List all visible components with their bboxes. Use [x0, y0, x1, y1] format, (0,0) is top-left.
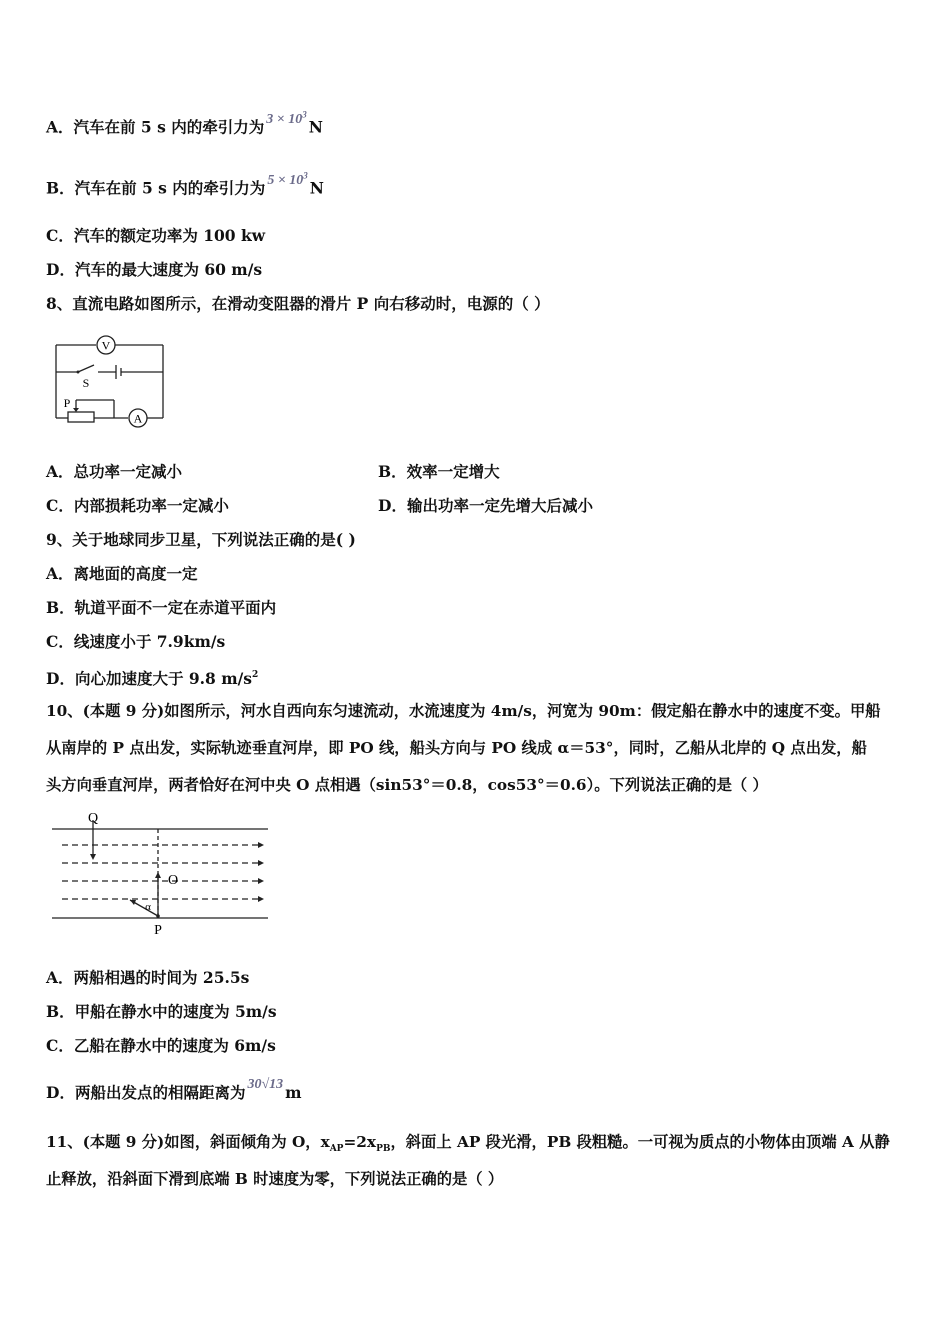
q7-option-a-formula: $3 \times 10^3$: [266, 109, 307, 127]
q8-stem: 8、直流电路如图所示，在滑动变阻器的滑片 P 向右移动时，电源的（ ）: [46, 294, 550, 313]
q10-option-d-formula: 30√13: [247, 1077, 284, 1092]
q9-option-c: C．线速度小于 7.9km/s: [46, 632, 226, 651]
q10-stem-line-3: 头方向垂直河岸，两者恰好在河中央 O 点相遇（sin53°＝0.8，cos53°＝0.6）。下列说法正确的是（ ）: [46, 776, 768, 794]
q8-option-b: B．效率一定增大: [378, 462, 500, 481]
q9-option-a: A．离地面的高度一定: [46, 564, 198, 583]
ammeter-label: A: [133, 411, 143, 426]
q9-option-d: D．向心加速度大于 9.8 $m/s^2$: [46, 669, 259, 689]
q8-option-c: C．内部损耗功率一定减小: [46, 496, 229, 515]
point-p-label: P: [154, 923, 162, 938]
q7-option-d: D．汽车的最大速度为 60 m/s: [46, 260, 263, 279]
point-o-label: O: [167, 873, 179, 888]
q7-option-b: B．汽车在前 5 s 内的牵引力为 $5 \times 10^3N$: [46, 170, 324, 198]
angle-alpha-label: α: [145, 901, 151, 913]
water-flow-lines: [62, 845, 258, 899]
q11-stem-line-1: 11、(本题 9 分)如图，斜面倾角为 O，$x_{AP}=2x_{PB}$，斜面上 AP 段光滑，PB 段粗糙。一可视为质点的小物体由顶端 A 从静: [46, 1133, 890, 1155]
q8-option-a: A．总功率一定减小: [46, 462, 183, 481]
q10-river-diagram: [48, 810, 273, 938]
q8-option-d: D．输出功率一定先增大后减小: [378, 496, 593, 515]
q10-option-c: C．乙船在静水中的速度为 6m/s: [46, 1036, 276, 1055]
p-boat-track-arrow-icon: [155, 872, 161, 878]
q10-option-b: B．甲船在静水中的速度为 5m/s: [46, 1002, 277, 1021]
point-q-label: Q: [87, 811, 99, 826]
q10-option-d: D．两船出发点的相隔距离为 30√13 m: [46, 1077, 302, 1102]
rheostat-icon: [68, 412, 94, 422]
slider-label: P: [63, 396, 71, 410]
switch-icon: [78, 365, 94, 372]
q10-option-a: A．两船相遇的时间为 25.5s: [46, 968, 250, 987]
q10-stem-line-1: 10、(本题 9 分)如图所示，河水自西向东匀速流动，水流速度为 4m/s，河宽为 90m：假定船在静水中的速度不变。甲船: [46, 702, 881, 720]
q-boat-arrow-icon: [90, 854, 96, 860]
q9-option-b: B．轨道平面不一定在赤道平面内: [46, 598, 277, 617]
q7-option-b-formula: $5 \times 10^3$: [267, 170, 308, 188]
q11-stem-line-2: 止释放，沿斜面下滑到底端 B 时速度为零，下列说法正确的是（ ）: [46, 1170, 504, 1188]
q10-stem-line-2: 从南岸的 P 点出发，实际轨迹垂直河岸，即 PO 线，船头方向与 PO 线成 α＝53°，同时，乙船从北岸的 Q 点出发，船: [46, 739, 867, 757]
voltmeter-label: V: [101, 338, 111, 353]
q9-stem: 9、关于地球同步卫星，下列说法正确的是( ): [46, 530, 356, 549]
q7-option-a: A．汽车在前 5 s 内的牵引力为 $3 \times 10^3N$: [46, 109, 323, 137]
q8-circuit-diagram: [48, 332, 173, 430]
switch-label: S: [82, 376, 90, 390]
q7-option-c: C．汽车的额定功率为 100 kw: [46, 226, 266, 245]
